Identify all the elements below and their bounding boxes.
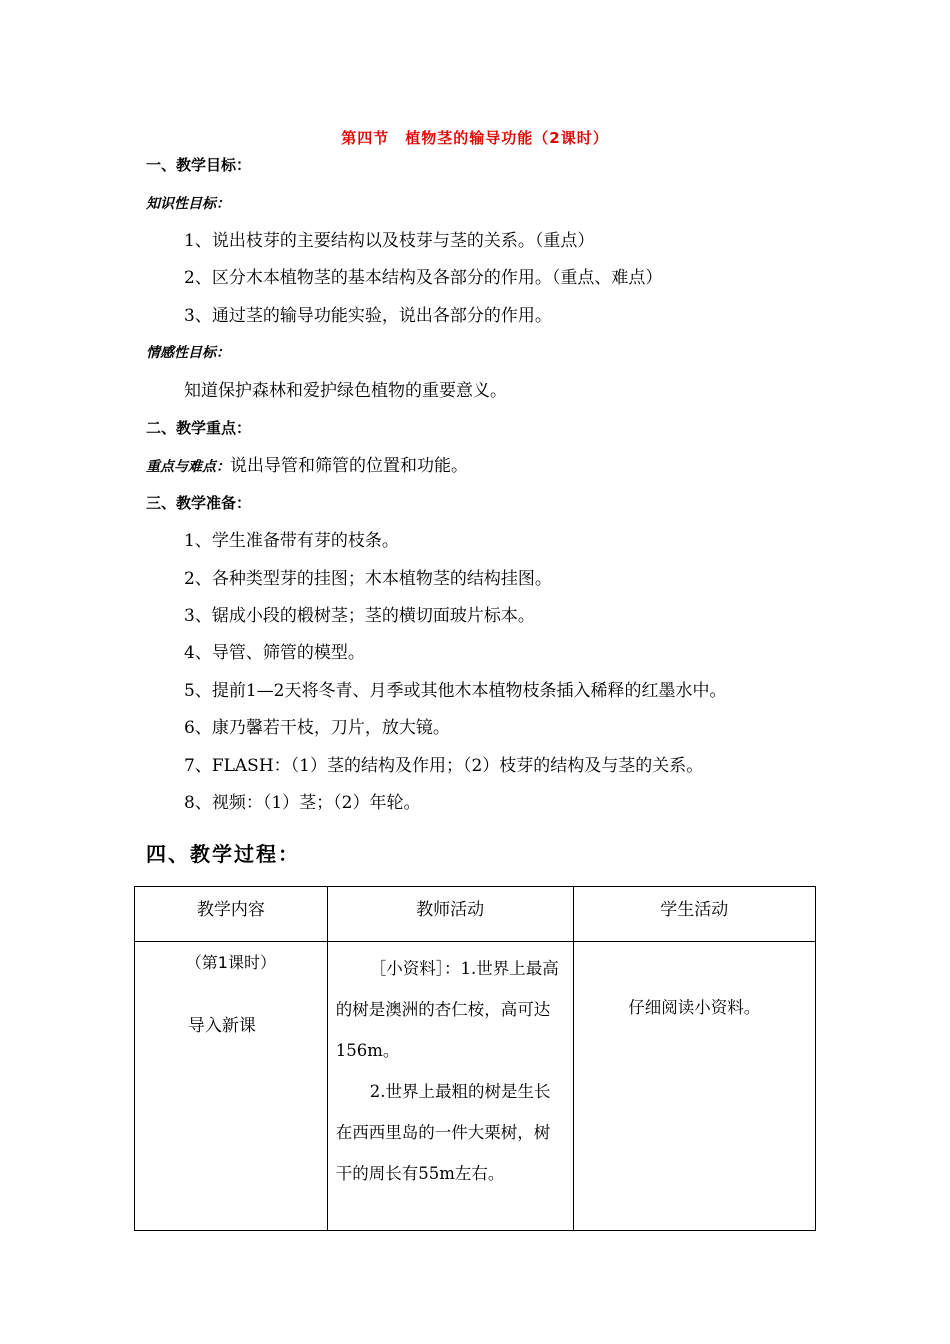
header-student: 学生活动 [573, 887, 815, 942]
knowledge-item: 2、区分木本植物茎的基本结构及各部分的作用。（重点、难点） [184, 268, 663, 288]
prep-item: 8、视频：（1）茎；（2）年轮。 [184, 793, 421, 813]
teacher-paragraph: ［小资料］：1.世界上最高的树是澳洲的杏仁桉，高可达156m。 [335, 959, 559, 1060]
lesson-period: （第1课时） [185, 953, 276, 972]
header-content: 教学内容 [135, 887, 328, 942]
prep-item: 5、提前1—2天将冬青、月季或其他木本植物枝条插入稀释的红墨水中。 [184, 681, 727, 701]
objectives-heading: 一、教学目标： [146, 156, 252, 174]
lesson-process-table [134, 886, 816, 1231]
prep-item: 2、各种类型芽的挂图；木本植物茎的结构挂图。 [184, 569, 552, 589]
table-header-row [135, 887, 816, 942]
focus-heading: 二、教学重点： [146, 419, 252, 437]
page-title: 第四节 植物茎的输导功能（2课时） [341, 129, 609, 147]
emotion-heading: 情感性目标： [146, 345, 230, 361]
emotion-text: 知道保护森林和爱护绿色植物的重要意义。 [184, 381, 507, 401]
lesson-stage: 导入新课 [187, 1016, 256, 1036]
knowledge-heading: 知识性目标： [146, 196, 230, 212]
teacher-paragraph: 2.世界上最粗的树是生长在西西里岛的一件大栗树，树干的周长有55m左右。 [335, 1082, 551, 1183]
knowledge-item: 1、说出枝芽的主要结构以及枝芽与茎的关系。（重点） [184, 231, 595, 251]
focus-label: 重点与难点： [146, 459, 230, 475]
prep-item: 7、FLASH：（1）茎的结构及作用；（2）枝芽的结构及与茎的关系。 [184, 756, 704, 776]
prep-item: 1、学生准备带有芽的枝条。 [184, 531, 399, 551]
table-row [135, 942, 816, 1231]
knowledge-item: 3、通过茎的输导功能实验，说出各部分的作用。 [184, 306, 552, 326]
prep-item: 3、锯成小段的椴树茎；茎的横切面玻片标本。 [184, 606, 535, 626]
student-cell [573, 942, 815, 1231]
process-heading: 四、教学过程： [146, 842, 300, 866]
student-activity: 仔细阅读小资料。 [628, 998, 761, 1017]
focus-line [146, 451, 468, 476]
focus-text: 说出导管和筛管的位置和功能。 [230, 456, 468, 476]
teacher-cell [327, 942, 573, 1231]
prep-item: 6、康乃馨若干枝，刀片，放大镜。 [184, 718, 450, 738]
prep-item: 4、导管、筛管的模型。 [184, 643, 365, 663]
content-cell [135, 942, 328, 1231]
header-teacher: 教师活动 [327, 887, 573, 942]
prep-heading: 三、教学准备： [146, 494, 252, 512]
